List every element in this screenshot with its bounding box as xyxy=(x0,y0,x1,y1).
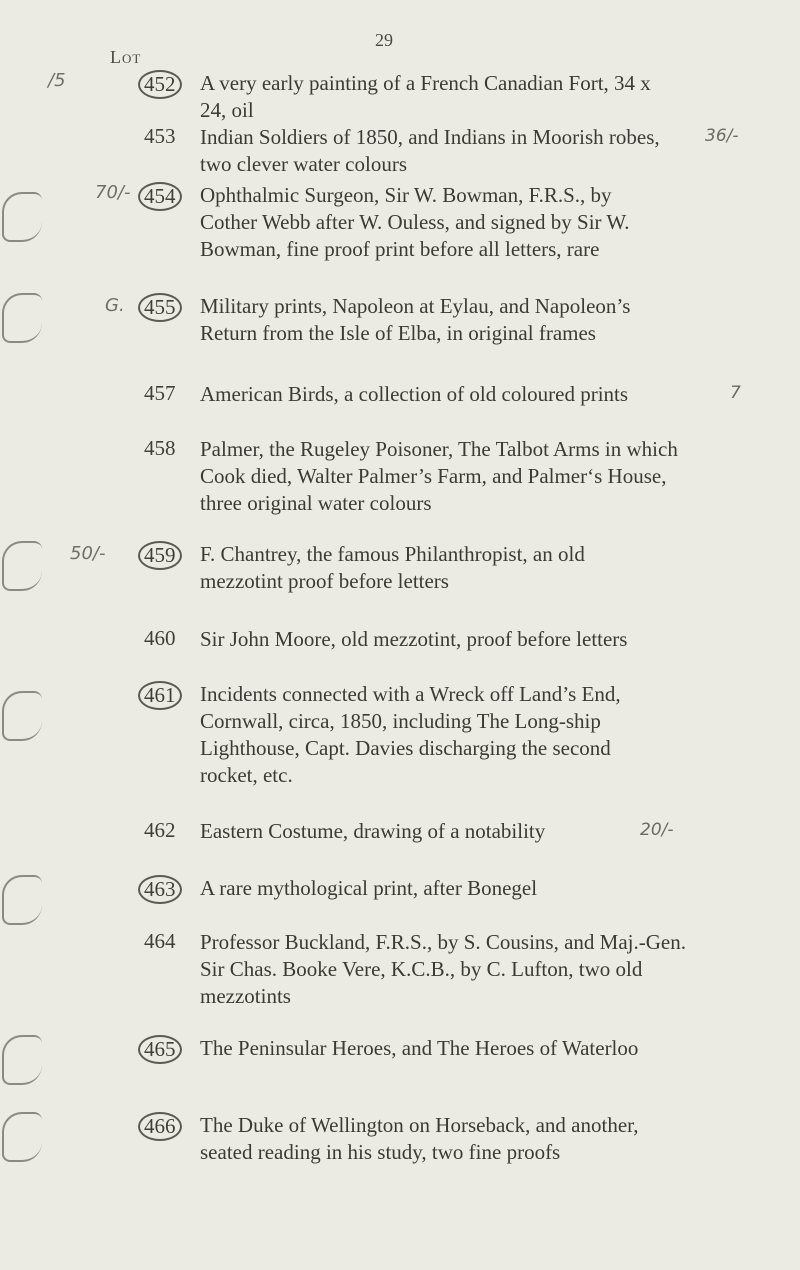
margin-note: 7 xyxy=(730,383,741,403)
margin-note: /5 xyxy=(48,70,66,91)
lot-number: 461 xyxy=(138,681,182,710)
lot-number: 459 xyxy=(138,541,182,570)
margin-bracket xyxy=(2,1035,42,1085)
lot-description: A rare mythological print, after Bonegel xyxy=(200,876,538,900)
lot-description: F. Chantrey, the famous Philanthropist, an old mezzotint proof before letters xyxy=(200,542,585,593)
lot-description: Ophthalmic Surgeon, Sir W. Bowman, F.R.S., by Cother Webb after W. Ouless, and signed by Sir W. Bowman, fine proof print before all letters, rare xyxy=(200,183,630,261)
lot-description: Indian Soldiers of 1850, and Indians in Moorish robes, two clever water colours xyxy=(200,125,660,176)
lot-number: 464 xyxy=(144,929,176,953)
lot-description: Sir John Moore, old mezzotint, proof before letters xyxy=(200,627,628,651)
lot-description: Incidents connected with a Wreck off Land’s End, Cornwall, circa, 1850, including The Long-ship Lighthouse, Capt. Davies discharging the second rocket, etc. xyxy=(200,682,621,787)
margin-bracket xyxy=(2,1112,42,1162)
lot-column-header: Lot xyxy=(110,47,142,67)
lot-number: 463 xyxy=(138,875,182,904)
margin-bracket xyxy=(2,875,42,925)
lot-number: 454 xyxy=(138,182,182,211)
lot-number: 455 xyxy=(138,293,182,322)
lot-number: 453 xyxy=(144,124,176,148)
margin-note: 20/- xyxy=(640,820,674,840)
lot-description: Military prints, Napoleon at Eylau, and Napoleon’s Return from the Isle of Elba, in original frames xyxy=(200,294,631,345)
lot-number: 465 xyxy=(138,1035,182,1064)
page-number: 29 xyxy=(375,30,393,50)
lot-number: 457 xyxy=(144,381,176,405)
margin-bracket xyxy=(2,541,42,591)
margin-note: G. xyxy=(105,295,125,316)
margin-bracket xyxy=(2,293,42,343)
lot-description: The Duke of Wellington on Horseback, and another, seated reading in his study, two fine proofs xyxy=(200,1113,639,1164)
lot-number: 466 xyxy=(138,1112,182,1141)
lot-number: 460 xyxy=(144,626,176,650)
margin-bracket xyxy=(2,192,42,242)
margin-note: 70/- xyxy=(95,182,131,203)
lot-description: Eastern Costume, drawing of a notability xyxy=(200,819,546,843)
margin-bracket xyxy=(2,691,42,741)
lot-description: Professor Buckland, F.R.S., by S. Cousins, and Maj.-Gen. Sir Chas. Booke Vere, K.C.B., by C. Lufton, two old mezzotints xyxy=(200,930,686,1008)
lot-number: 458 xyxy=(144,436,176,460)
lot-description: Palmer, the Rugeley Poisoner, The Talbot Arms in which Cook died, Walter Palmer’s Farm, and Palmer‘s House, three original water colours xyxy=(200,437,678,515)
lot-description: A very early painting of a French Canadian Fort, 34 x 24, oil xyxy=(200,71,651,122)
lot-number: 452 xyxy=(138,70,182,99)
lot-description: The Peninsular Heroes, and The Heroes of Waterloo xyxy=(200,1036,639,1060)
margin-note: 50/- xyxy=(70,543,106,564)
lot-description: American Birds, a collection of old coloured prints xyxy=(200,382,629,406)
margin-note: 36/- xyxy=(705,126,739,146)
lot-number: 462 xyxy=(144,818,176,842)
